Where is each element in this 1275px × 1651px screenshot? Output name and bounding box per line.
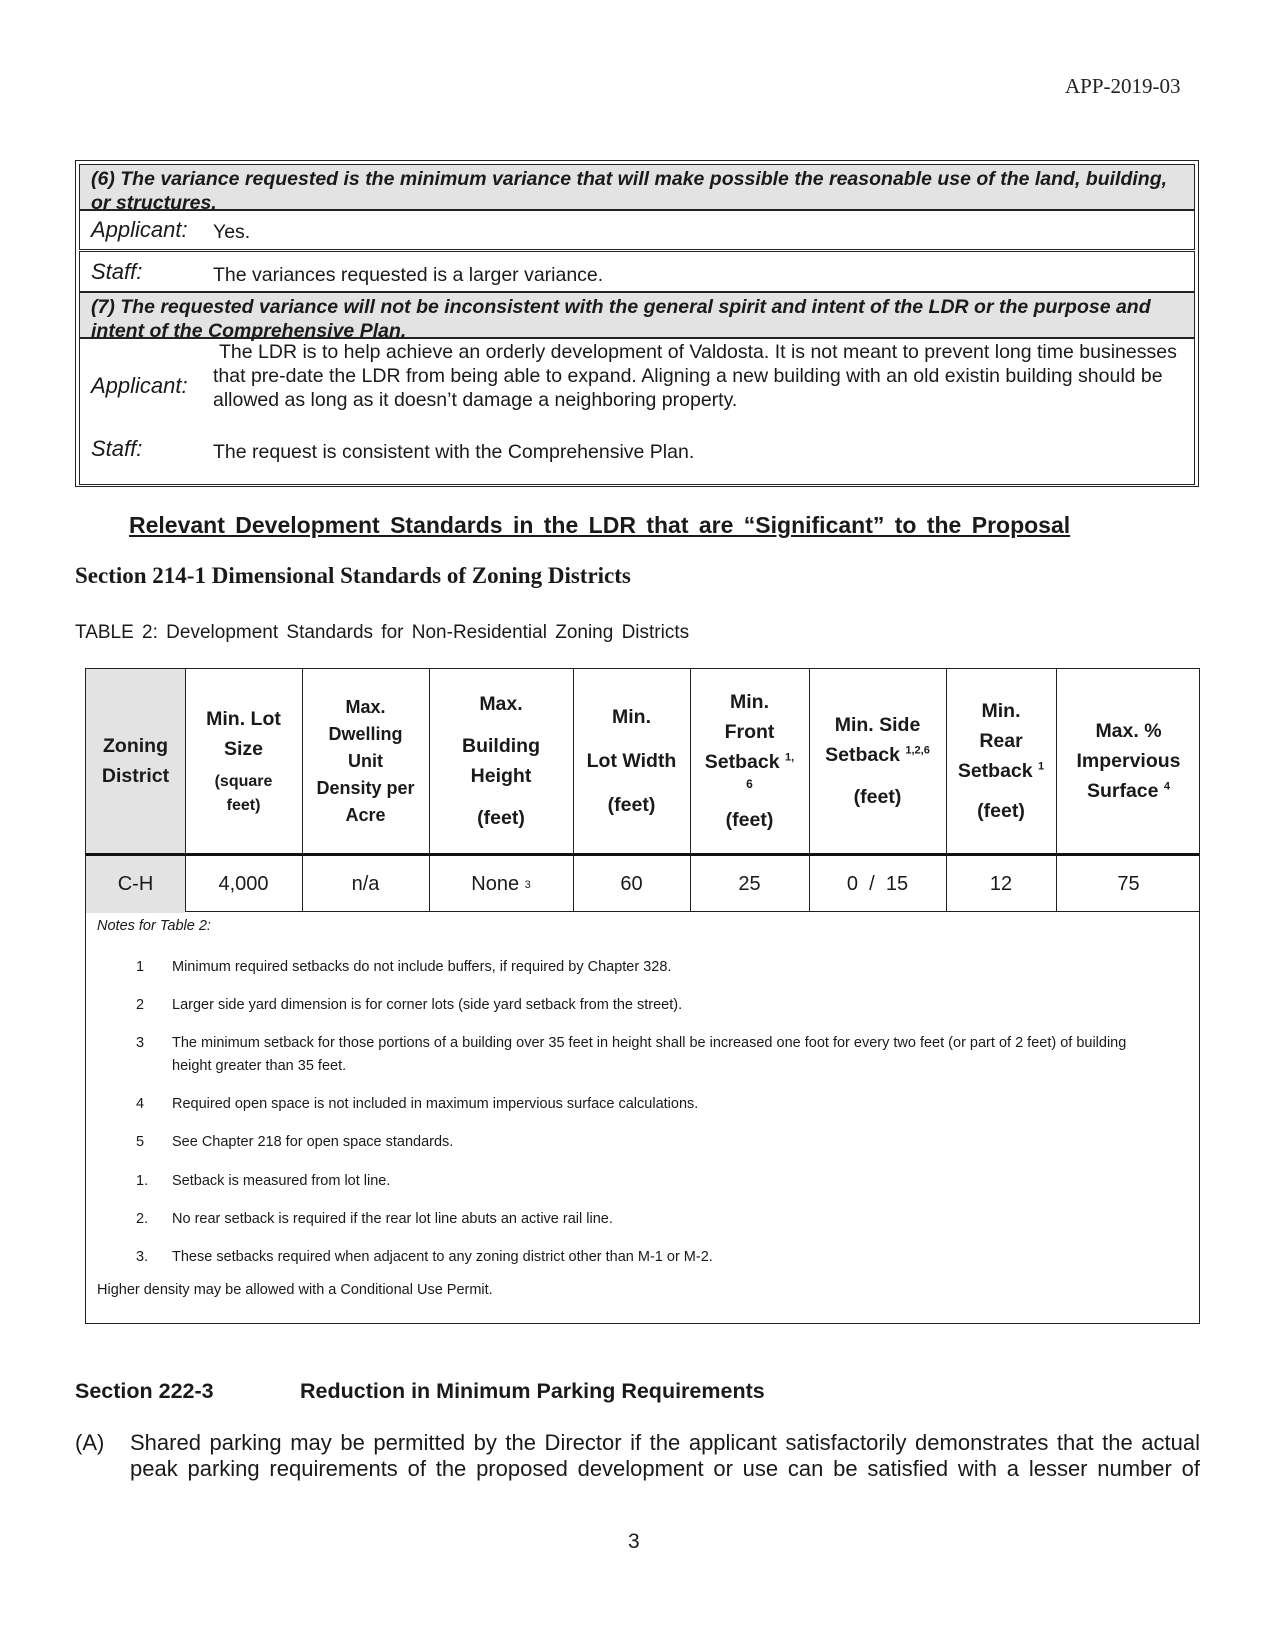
section-222-heading [75,1379,765,1404]
page-number: 3 [628,1530,640,1553]
cell-height: None 3 [471,873,531,895]
criterion-7-header-text: (7) The requested variance will not be inconsistent with the general spirit and intent of the LDR or the purpose and intent of the Comprehensive Plan. [91,296,1151,342]
criterion-7-rows [79,338,1195,485]
staff-response: The variances requested is a larger variance. [213,264,604,286]
header-min-lot-width: Min. Lot Width (feet) [586,706,677,816]
staff-label: Staff: [91,436,143,461]
header-max-impervious-surface: Max. % Impervious Surface $^4$ [1076,720,1181,802]
cell-rear-setback: 12 [989,873,1013,895]
cell-lot-width: 60 [620,873,643,895]
cell-density: n/a [351,873,380,895]
cell-zoning: C-H [117,873,154,895]
criterion-6-applicant-row [79,210,1195,250]
variance-criteria-table [75,160,1199,487]
header-min-rear-setback: Min. Rear Setback $^1$ (feet) [957,700,1045,822]
notes-title: Notes for Table 2: [97,918,211,934]
header-min-lot-size: Min. Lot Size (square feet) [206,708,281,814]
header-zoning-district: Zoning District [101,735,170,787]
applicant-label: Applicant: [91,217,188,242]
criterion-6-header-text: (6) The variance requested is the minimum variance that will make possible the reasonable use of the land, building, or structures. [91,168,1168,214]
section-222-title: Reduction in Minimum Parking Requirements [300,1379,765,1403]
header-min-side-setback: Min. Side Setback $^{1,2,6}$ (feet) [825,714,930,808]
applicant-response: Yes. [213,221,251,243]
development-standards-table [85,668,1200,912]
criterion-7-header [79,292,1195,342]
header-max-building-height: Max. Building Height (feet) [462,693,540,829]
cell-impervious: 75 [1117,873,1140,895]
paragraph-a-label: (A) [75,1430,105,1455]
cell-side-setback: 0 / 15 [846,873,909,895]
header-min-front-setback: Min. Front Setback $^{1,}$ 6 (feet) [704,691,795,831]
table-2-caption: TABLE 2: Development Standards for Non-Residential Zoning Districts [75,622,690,643]
relevant-standards-heading: Relevant Development Standards in the LDR that are “Significant” to the Proposal [129,512,1071,538]
header-max-density: Max. Dwelling Unit Density per Acre [316,696,415,825]
section-222-number: Section 222-3 [75,1379,214,1403]
applicant-response: The LDR is to help achieve an orderly development of Valdosta. It is not meant to prevent long time businesses that pre-date the LDR from being able to expand. Aligning a new building with an old existin building should be allowed as long as it doesn’t damage a neighboring property. [213,341,1177,411]
cell-front-setback: 25 [738,873,761,895]
applicant-label: Applicant: [91,373,188,398]
cell-lot-size: 4,000 [218,873,269,895]
section-214-heading: Section 214-1 Dimensional Standards of Zoning Districts [75,563,631,588]
notes-footer: Higher density may be allowed with a Conditional Use Permit. [97,1282,493,1298]
paragraph-a [75,1430,1200,1482]
paragraph-a-text: Shared parking may be permitted by the Director if the applicant satisfactorily demonstrates that the actual peak parking requirements of the proposed development or use can be satisfied with a lesser number of [130,1430,1200,1481]
staff-response: The request is consistent with the Comprehensive Plan. [213,441,695,463]
table-2-notes: Notes for Table 2: 1 Minimum required setbacks do not include buffers, if required by Chapter 328. 2 Larger side yard dimension is for corner lots (side yard setback from the street). 3 The minimum setback for those portions of a building over 35 feet in height shall be increased one foot for every two feet (or part of 2 feet) of building height greater than 35 feet. 4 Required open space is not included in maximum impervious surface calculations. 5 See Chapter 218 for open space standards. 1. Setback is measured from lot line. 2. No rear setback is required if the rear lot line abuts an active rail line. 3. These setbacks required when adjacent to any zoning district other than M-1 or M-2. Higher density may be allowed with a Conditional Use Permit. [85,912,1200,1324]
criterion-6-header [79,164,1195,214]
document-id: APP-2019-03 [1065,74,1181,98]
staff-label: Staff: [91,259,143,284]
criterion-6-staff-row [79,251,1195,292]
